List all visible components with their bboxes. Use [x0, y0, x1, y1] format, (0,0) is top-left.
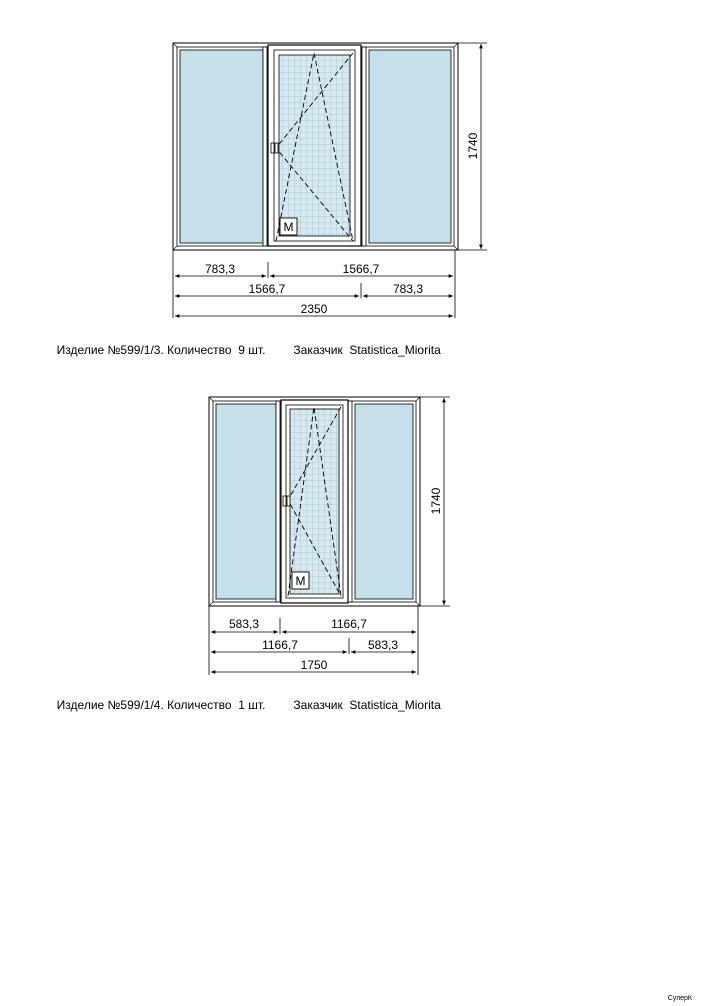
window-2: [209, 397, 450, 675]
dim-row-2-right: 583,3: [367, 638, 399, 652]
dim-total: 1750: [300, 658, 328, 672]
quantity-value: 1 шт.: [238, 698, 266, 712]
dim-row-2-left: 1166,7: [262, 638, 298, 652]
dim-row-1-right: 1166,7: [331, 617, 367, 631]
product-caption-1: [50, 329, 441, 357]
right-glass-pane: [369, 50, 451, 243]
left-mullion: [276, 401, 280, 602]
left-mullion: [263, 47, 267, 246]
dim-row-1-left: 583,3: [228, 617, 260, 631]
dim-row-2-right: 783,3: [392, 282, 424, 296]
quantity-label: Количество: [167, 343, 232, 357]
dim-row-2-left: 1566,7: [248, 282, 286, 296]
quantity-label: Количество: [167, 698, 232, 712]
product-label: Изделие: [56, 698, 105, 712]
dim-row-1-right: 1566,7: [342, 262, 380, 276]
sash-glass-mosquito-net: [279, 55, 350, 236]
dim-total: 2350: [300, 302, 328, 316]
right-mullion: [362, 47, 366, 246]
height-label: 1740: [466, 132, 480, 160]
product-number: №599/1/3.: [107, 343, 164, 357]
left-glass-pane: [180, 50, 263, 243]
footer-brand: СуперК: [667, 995, 692, 1002]
right-mullion: [348, 401, 352, 602]
mosquito-net-label: M: [283, 220, 294, 234]
product-caption-2: [50, 684, 441, 712]
right-glass-pane: [355, 404, 413, 599]
quantity-value: 9 шт.: [238, 343, 266, 357]
sash-glass-mosquito-net: [290, 409, 339, 594]
customer-label: Заказчик: [293, 698, 343, 712]
product-label: Изделие: [56, 343, 105, 357]
product-number: №599/1/4.: [107, 698, 164, 712]
customer-value: Statistica_Miorita: [349, 343, 441, 357]
customer-label: Заказчик: [293, 343, 343, 357]
dim-row-1-left: 783,3: [204, 262, 236, 276]
mosquito-net-label: M: [295, 574, 306, 588]
height-label: 1740: [429, 487, 443, 515]
left-glass-pane: [216, 404, 276, 599]
customer-value: Statistica_Miorita: [349, 698, 441, 712]
window-1: [173, 43, 487, 318]
